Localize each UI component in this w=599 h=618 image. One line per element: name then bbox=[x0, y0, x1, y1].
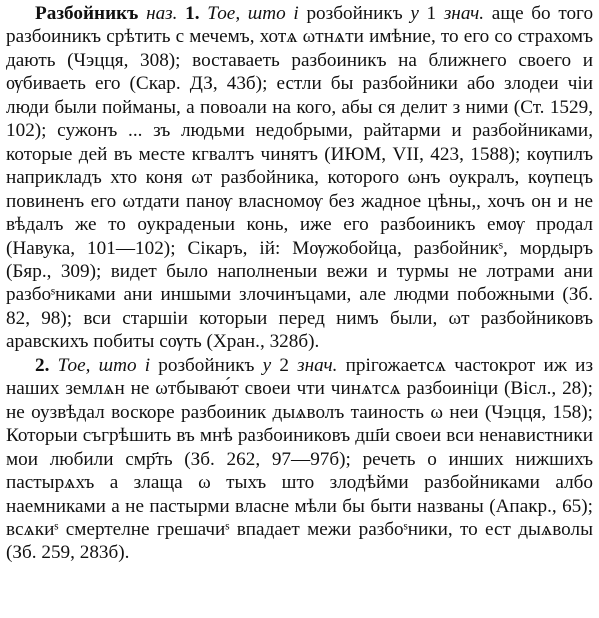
cross-reference-preposition: у bbox=[410, 3, 419, 24]
citation-examples: аще бо того разбоиникъ срѣтить с мечемъ, хотѧ ωтнѧти имѣние, то его со страхомъ дають (Чэцця, 308); воставаеть разбоиникъ на ближнего своего и ѹбиваеть его (Скар. ДЗ, 43б); естли бы разбойники або злодеи чіи люди были пойманы, а повоали на кого, абы ся делит з ними (Ст. 1529, 102); сужонъ ... зъ людьми недобрыми, райтарми и разбойниками, которые дей въ месте кгвалтъ чинятъ (ИЮМ, VII, 423, 1588); кѹпилъ наприкладъ хто коня ωт разбойника, которого ωнъ оукралъ, кѹпецъ повиненъ его ωтдати панѹ власномѹ без жадное цѣны,, хочъ он и не вѣдалъ же то оукраденыи конь, иже его разбоиникъ емѹ продал (Навука, 101—102); Сікаръ, ій: Мѹжобойца, разбойникˢ, мордыръ (Бяр., 309); видет было наполненыи вежи и турмы не лотрами ани разбоˢниками ани иншыми злочинъцами, але людми побожными (Зб. 82, 98); вси старшіи которыи перед нимъ были, ωт разбойниковъ аравскихъ побиты сѹть (Хран., 328б). bbox=[6, 3, 594, 353]
sense-number: 2. bbox=[35, 354, 50, 376]
cross-reference-number: 1 bbox=[426, 3, 437, 24]
dictionary-entry bbox=[6, 2, 593, 354]
cross-reference-abbreviation: знач. bbox=[297, 354, 338, 376]
cross-reference-word: розбойникъ bbox=[306, 3, 403, 24]
sense-gloss: Тое, што і bbox=[207, 3, 299, 24]
part-of-speech: наз. bbox=[146, 3, 178, 24]
cross-reference-word: розбойникъ bbox=[158, 354, 255, 376]
entry-headword: Разбойникъ bbox=[35, 3, 139, 24]
cross-reference-abbreviation: знач. bbox=[443, 3, 485, 24]
sense-gloss: Тое, што і bbox=[57, 354, 151, 376]
dictionary-sense bbox=[6, 354, 593, 565]
sense-number: 1. bbox=[185, 3, 200, 24]
citation-examples: прігожаетсѧ частокрот иж из наших землѧн не ωтбываю́т своеи чти чинѧтсѧ разбоиніци (Вісл., 28); не оузвѣдал воскоре разбоиник дыѧволъ таиность ω неи (Чэцця, 158); Которыи съгрѣшить въ мнѣ разбоиниковъ дш҃и своеи вси ненавистники мои любили смр҃ть (Зб. 262, 97—97б); речеть о инших нижшихъ пастырѧхъ а злаща ω тыхъ што злодѣйми разбойниками албо наемниками а не пастырми власне мѣли бы быти названы (Апакр., 65); всѧкиˢ смертелне грешачиˢ впадает межи разбоˢники, то ест дыѧволы (Зб. 259, 283б). bbox=[6, 354, 594, 564]
cross-reference-preposition: у bbox=[262, 354, 272, 376]
cross-reference-number: 2 bbox=[279, 354, 289, 376]
